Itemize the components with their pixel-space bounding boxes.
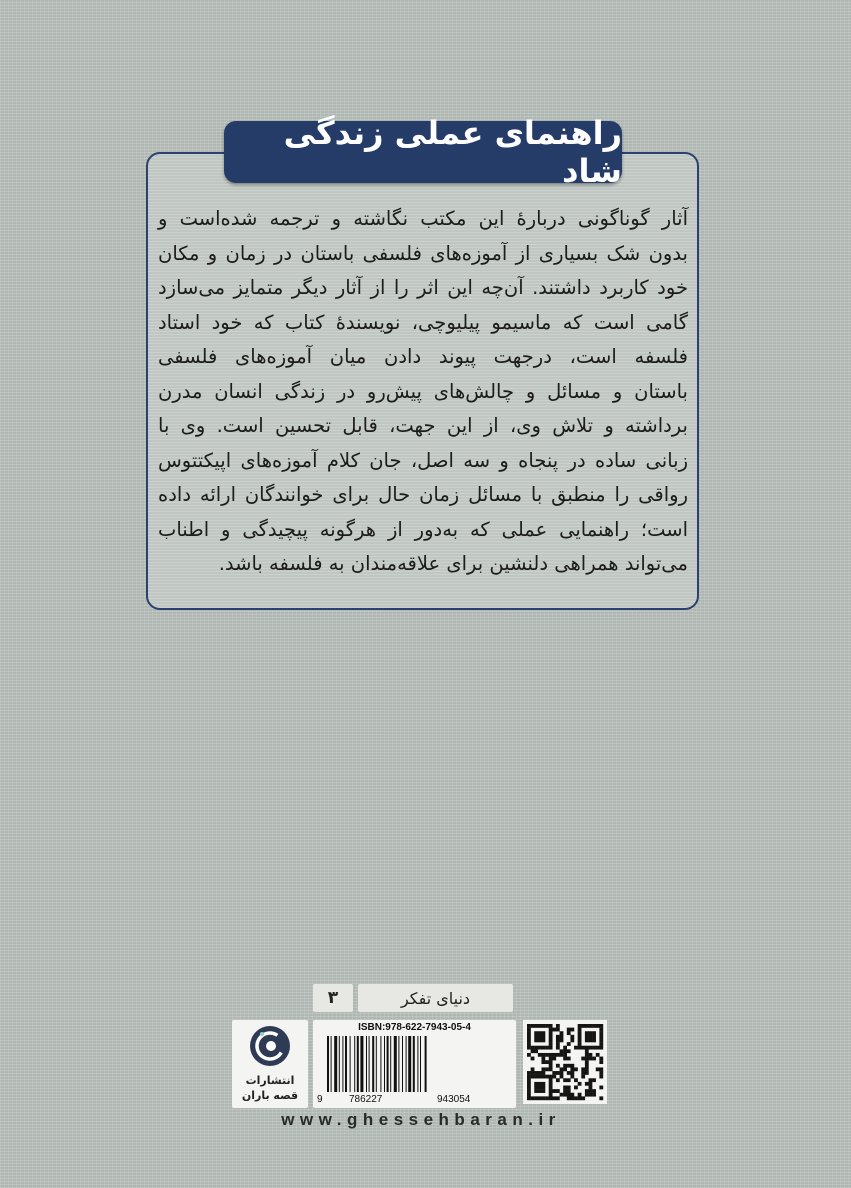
website-url: www.ghessehbaran.ir [281,1110,561,1129]
barcode-icon [327,1036,503,1096]
description-line: است؛ راهنمایی عملی که به‌دور از هرگونه پیچیدگی و اطناب [158,517,688,541]
description-line: آثار گوناگونی دربارهٔ این مکتب نگاشته و ترجمه شده‌است و [158,207,688,230]
description-line: گامی است که ماسیمو پیلیوچی، نویسندهٔ کتاب که خود استاد [158,310,688,334]
book-title: راهنمای عملی زندگی شاد [224,121,622,183]
isbn-label: ISBN:978-622-7943-05-4 [358,1022,471,1033]
barcode [313,1020,516,1108]
publisher-name-line1: انتشارات [245,1074,295,1087]
qr-code-icon [523,1020,607,1104]
description-line: فلسفه است، درجهت پیوند دادن میان آموزه‌های فلسفی [158,345,688,368]
description-line: رواقی را منطبق با مسائل زمان حال برای خوانندگان ارائه داده [158,483,688,506]
description-line: بدون شک بسیاری از آموزه‌های فلسفی باستان در زمان و مکان [158,241,688,265]
description-text [158,202,688,582]
description-line: برداشته و تلاش وی، از این جهت، قابل تحسین است. وی با [158,414,688,437]
publisher-name-line2: قصه باران [241,1089,299,1102]
barcode-digit-prefix: 9 [317,1094,323,1105]
publisher-logo [232,1020,308,1108]
description-line: می‌تواند همراهی دلنشین برای علاقه‌مندان به فلسفه باشد. [218,552,688,575]
series-number: ۳ [313,984,353,1012]
description-line: خود کاربرد داشتند. آن‌چه این اثر را از آثار دیگر متمایز می‌سازد [158,276,688,299]
barcode-digits-right: 943054 [437,1094,471,1105]
publisher-logo-icon [250,1026,290,1066]
barcode-digits-left: 786227 [349,1094,383,1105]
description-line: باستان و مسائل و چالش‌های پیش‌رو در زندگی انسان مدرن [158,379,688,403]
series-label: دنیای تفکر [358,984,513,1012]
description-line: زبانی ساده در پنجاه و سه اصل، جان کلام آموزه‌های اپیکتتوس [158,448,688,472]
